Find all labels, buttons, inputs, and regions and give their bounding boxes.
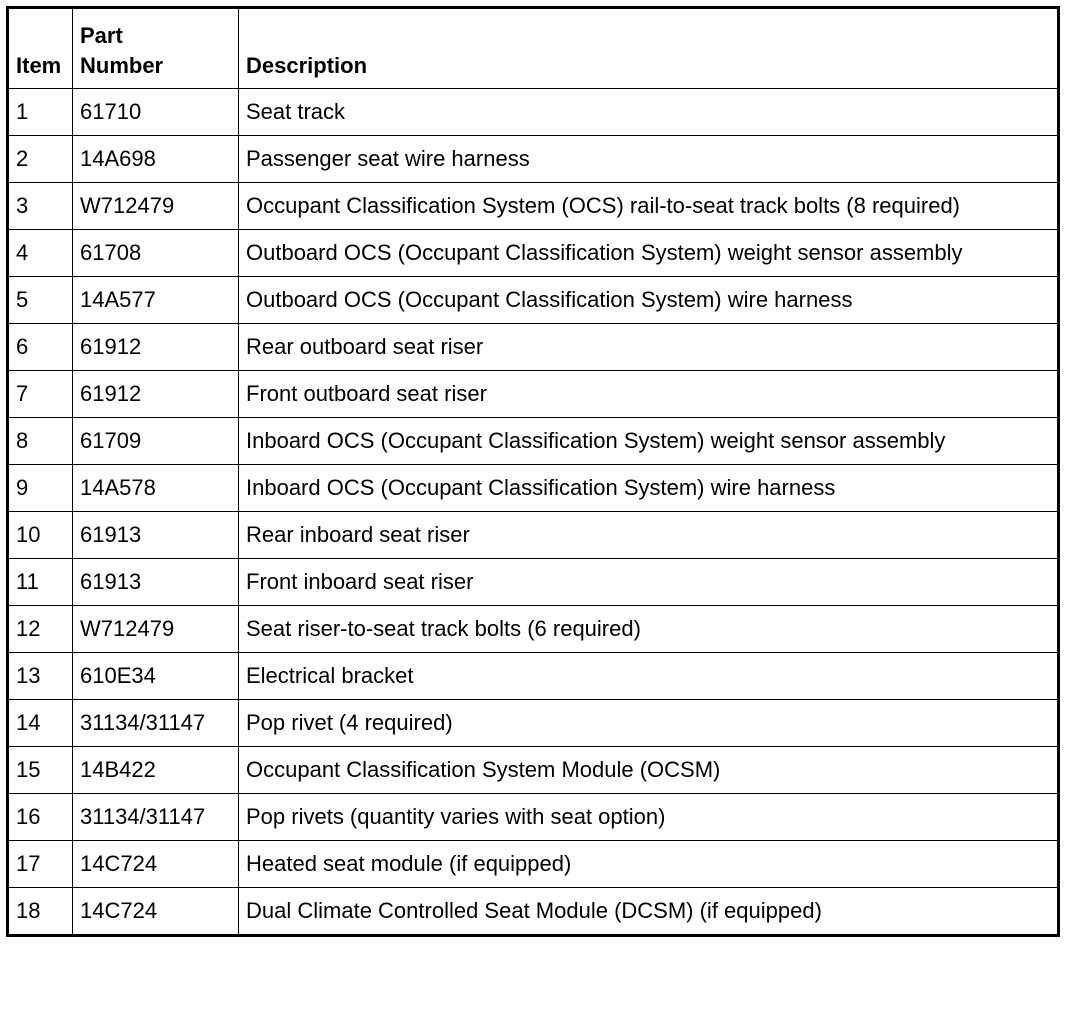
- part-description: Outboard OCS (Occupant Classification System) wire harness: [239, 277, 1059, 324]
- item-number: 18: [8, 888, 73, 936]
- item-number: 8: [8, 418, 73, 465]
- part-number: 61913: [73, 559, 239, 606]
- part-number: W712479: [73, 183, 239, 230]
- part-description: Inboard OCS (Occupant Classification System) wire harness: [239, 465, 1059, 512]
- table-row: [8, 89, 1059, 136]
- header-item: Item: [8, 8, 73, 89]
- part-description: Front outboard seat riser: [239, 371, 1059, 418]
- header-part-number: [73, 8, 239, 89]
- table-row: [8, 230, 1059, 277]
- part-number: 610E34: [73, 653, 239, 700]
- part-description: Heated seat module (if equipped): [239, 841, 1059, 888]
- table-row: [8, 888, 1059, 936]
- header-row: [8, 8, 1059, 89]
- header-part-number-line2: Number: [80, 53, 164, 78]
- table-row: [8, 324, 1059, 371]
- part-description: Rear outboard seat riser: [239, 324, 1059, 371]
- item-number: 6: [8, 324, 73, 371]
- part-description: Occupant Classification System (OCS) rail-to-seat track bolts (8 required): [239, 183, 1059, 230]
- item-number: 4: [8, 230, 73, 277]
- table-row: [8, 700, 1059, 747]
- table-row: [8, 418, 1059, 465]
- item-number: 9: [8, 465, 73, 512]
- part-number: 61710: [73, 89, 239, 136]
- part-description: Electrical bracket: [239, 653, 1059, 700]
- header-part-number-line1: Part: [80, 23, 123, 48]
- item-number: 15: [8, 747, 73, 794]
- part-number: 14A698: [73, 136, 239, 183]
- item-number: 13: [8, 653, 73, 700]
- table-row: [8, 841, 1059, 888]
- part-number: 31134/31147: [73, 794, 239, 841]
- item-number: 17: [8, 841, 73, 888]
- table-row: [8, 512, 1059, 559]
- table-row: [8, 183, 1059, 230]
- part-description: Passenger seat wire harness: [239, 136, 1059, 183]
- part-number: 61912: [73, 324, 239, 371]
- part-description: Rear inboard seat riser: [239, 512, 1059, 559]
- header-description: Description: [239, 8, 1059, 89]
- part-number: 14C724: [73, 888, 239, 936]
- table-row: [8, 794, 1059, 841]
- part-description: Inboard OCS (Occupant Classification System) weight sensor assembly: [239, 418, 1059, 465]
- part-number: W712479: [73, 606, 239, 653]
- parts-table: [6, 6, 1060, 937]
- item-number: 11: [8, 559, 73, 606]
- item-number: 2: [8, 136, 73, 183]
- part-number: 14C724: [73, 841, 239, 888]
- table-row: [8, 136, 1059, 183]
- part-description: Dual Climate Controlled Seat Module (DCSM) (if equipped): [239, 888, 1059, 936]
- table-row: [8, 653, 1059, 700]
- item-number: 12: [8, 606, 73, 653]
- table-row: [8, 747, 1059, 794]
- parts-table-body: [8, 89, 1059, 936]
- part-description: Seat riser-to-seat track bolts (6 required): [239, 606, 1059, 653]
- parts-table-header: [8, 8, 1059, 89]
- part-description: Pop rivets (quantity varies with seat option): [239, 794, 1059, 841]
- part-description: Outboard OCS (Occupant Classification System) weight sensor assembly: [239, 230, 1059, 277]
- part-description: Front inboard seat riser: [239, 559, 1059, 606]
- part-number: 14A577: [73, 277, 239, 324]
- part-number: 61708: [73, 230, 239, 277]
- item-number: 5: [8, 277, 73, 324]
- table-row: [8, 277, 1059, 324]
- item-number: 3: [8, 183, 73, 230]
- item-number: 14: [8, 700, 73, 747]
- table-row: [8, 559, 1059, 606]
- part-number: 61913: [73, 512, 239, 559]
- part-number: 14B422: [73, 747, 239, 794]
- part-description: Occupant Classification System Module (OCSM): [239, 747, 1059, 794]
- table-row: [8, 465, 1059, 512]
- table-row: [8, 606, 1059, 653]
- part-number: 61709: [73, 418, 239, 465]
- part-number: 14A578: [73, 465, 239, 512]
- item-number: 10: [8, 512, 73, 559]
- part-number: 61912: [73, 371, 239, 418]
- part-description: Pop rivet (4 required): [239, 700, 1059, 747]
- part-number: 31134/31147: [73, 700, 239, 747]
- item-number: 7: [8, 371, 73, 418]
- item-number: 16: [8, 794, 73, 841]
- item-number: 1: [8, 89, 73, 136]
- table-row: [8, 371, 1059, 418]
- part-description: Seat track: [239, 89, 1059, 136]
